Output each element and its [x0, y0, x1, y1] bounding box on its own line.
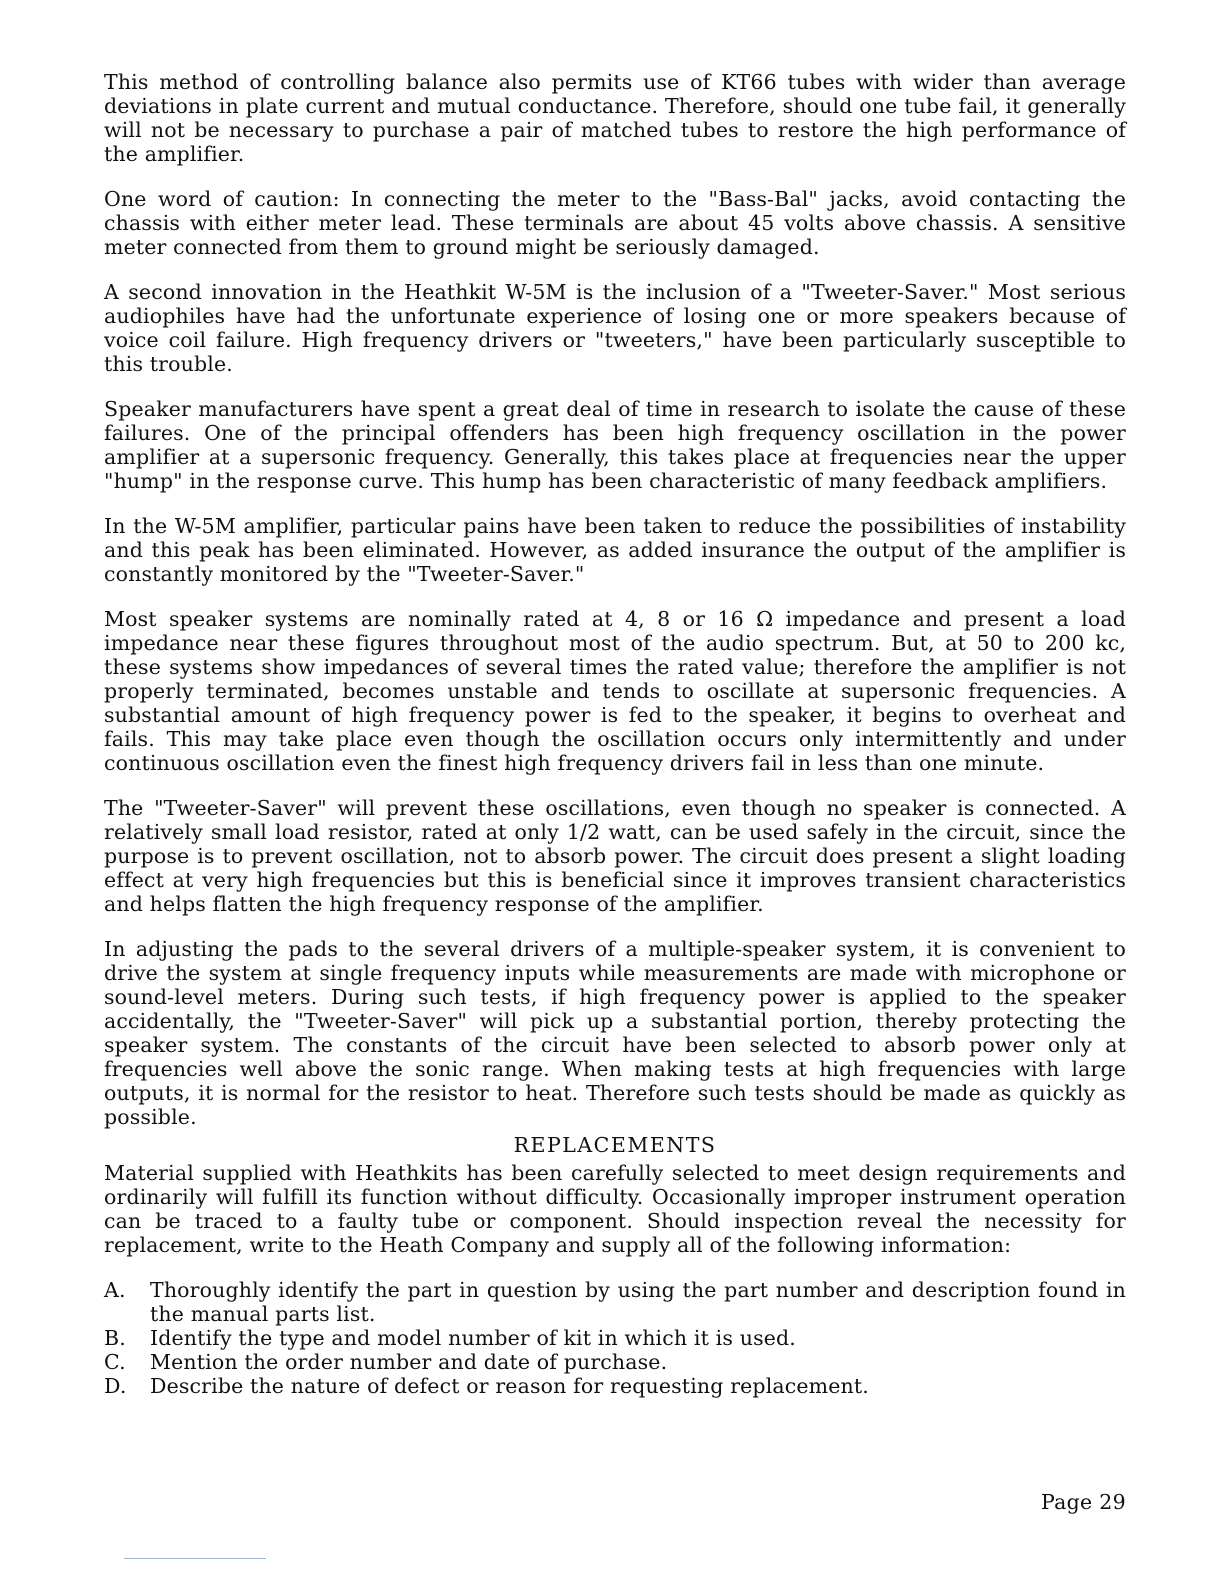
footer-rule	[124, 1558, 266, 1559]
list-item	[104, 1326, 1126, 1350]
paragraph-adjusting-pads: In adjusting the pads to the several drivers of a multiple-speaker system, it is convenient to drive the system at single frequency inputs while measurements are made with microphone or sound-level meters. During such tests, if high frequency power is applied to the speaker accidentally, the "Tweeter-Saver" will pick up a substantial portion, thereby protecting the speaker system. The constants of the circuit have been selected to absorb power only at frequencies well above the sonic range. When making tests at high frequencies with large outputs, it is normal for the resistor to heat. Therefore such tests should be made as quickly as possible.	[104, 937, 1126, 1129]
paragraph-w5m-stability: In the W-5M amplifier, particular pains have been taken to reduce the possibilities of instability and this peak has been eliminated. However, as added insurance the output of the amplifier is constantly monitored by the "Tweeter-Saver."	[104, 514, 1126, 586]
page-number: Page 29	[1040, 1490, 1126, 1514]
list-item	[104, 1350, 1126, 1374]
list-marker: C.	[104, 1350, 126, 1374]
list-marker: D.	[104, 1374, 127, 1398]
paragraph-speaker-impedance: Most speaker systems are nominally rated at 4, 8 or 16 Ω impedance and present a load impedance near these figures throughout most of the audio spectrum. But, at 50 to 200 kc, these systems show impedances of several times the rated value; therefore the amplifier is not properly terminated, becomes unstable and tends to oscillate at supersonic frequencies. A substantial amount of high frequency power is fed to the speaker, it begins to overheat and fails. This may take place even though the oscillation occurs only intermittently and under continuous oscillation even the finest high frequency drivers fail in less than one minute.	[104, 607, 1126, 775]
list-item-text: Describe the nature of defect or reason for requesting replacement.	[150, 1374, 869, 1398]
replacements-heading: REPLACEMENTS	[513, 1133, 717, 1157]
replacement-info-list	[104, 1278, 1126, 1398]
list-item	[104, 1374, 1126, 1398]
paragraph-caution: One word of caution: In connecting the meter to the "Bass-Bal" jacks, avoid contacting the chassis with either meter lead. These terminals are about 45 volts above chassis. A sensitive meter connected from them to ground might be seriously damaged.	[104, 187, 1126, 259]
paragraph-tweeter-saver-intro: A second innovation in the Heathkit W-5M is the inclusion of a "Tweeter-Saver." Most serious audiophiles have had the unfortunate experience of losing one or more speakers because of voice coil failure. High frequency drivers or "tweeters," have been particularly susceptible to this trouble.	[104, 280, 1126, 376]
list-item-text: Mention the order number and date of purchase.	[150, 1350, 668, 1374]
page-content	[104, 70, 1126, 1398]
paragraph-tweeter-saver-operation: The "Tweeter-Saver" will prevent these oscillations, even though no speaker is connected. A relatively small load resistor, rated at only 1/2 watt, can be used safely in the circuit, since the purpose is to prevent oscillation, not to absorb power. The circuit does present a slight loading effect at very high frequencies but this is beneficial since it improves transient characteristics and helps flatten the high frequency response of the amplifier.	[104, 796, 1126, 916]
list-item-text: Identify the type and model number of kit in which it is used.	[150, 1326, 796, 1350]
list-marker: B.	[104, 1326, 126, 1350]
list-marker: A.	[104, 1278, 126, 1302]
paragraph-balance-control: This method of controlling balance also permits use of KT66 tubes with wider than average deviations in plate current and mutual conductance. Therefore, should one tube fail, it generally will not be necessary to purchase a pair of matched tubes to restore the high performance of the amplifier.	[104, 70, 1126, 166]
list-item-text: Thoroughly identify the part in question by using the part number and description found in the manual parts list.	[150, 1278, 1126, 1326]
list-item	[104, 1278, 1126, 1326]
paragraph-speaker-failures: Speaker manufacturers have spent a great deal of time in research to isolate the cause of these failures. One of the principal offenders has been high frequency oscillation in the power amplifier at a supersonic frequency. Generally, this takes place at frequencies near the upper "hump" in the response curve. This hump has been characteristic of many feedback amplifiers.	[104, 397, 1126, 493]
replacements-intro: Material supplied with Heathkits has been carefully selected to meet design requirements and ordinarily will fulfill its function without difficulty. Occasionally improper instrument operation can be traced to a faulty tube or component. Should inspection reveal the necessity for replacement, write to the Heath Company and supply all of the following information:	[104, 1161, 1126, 1257]
